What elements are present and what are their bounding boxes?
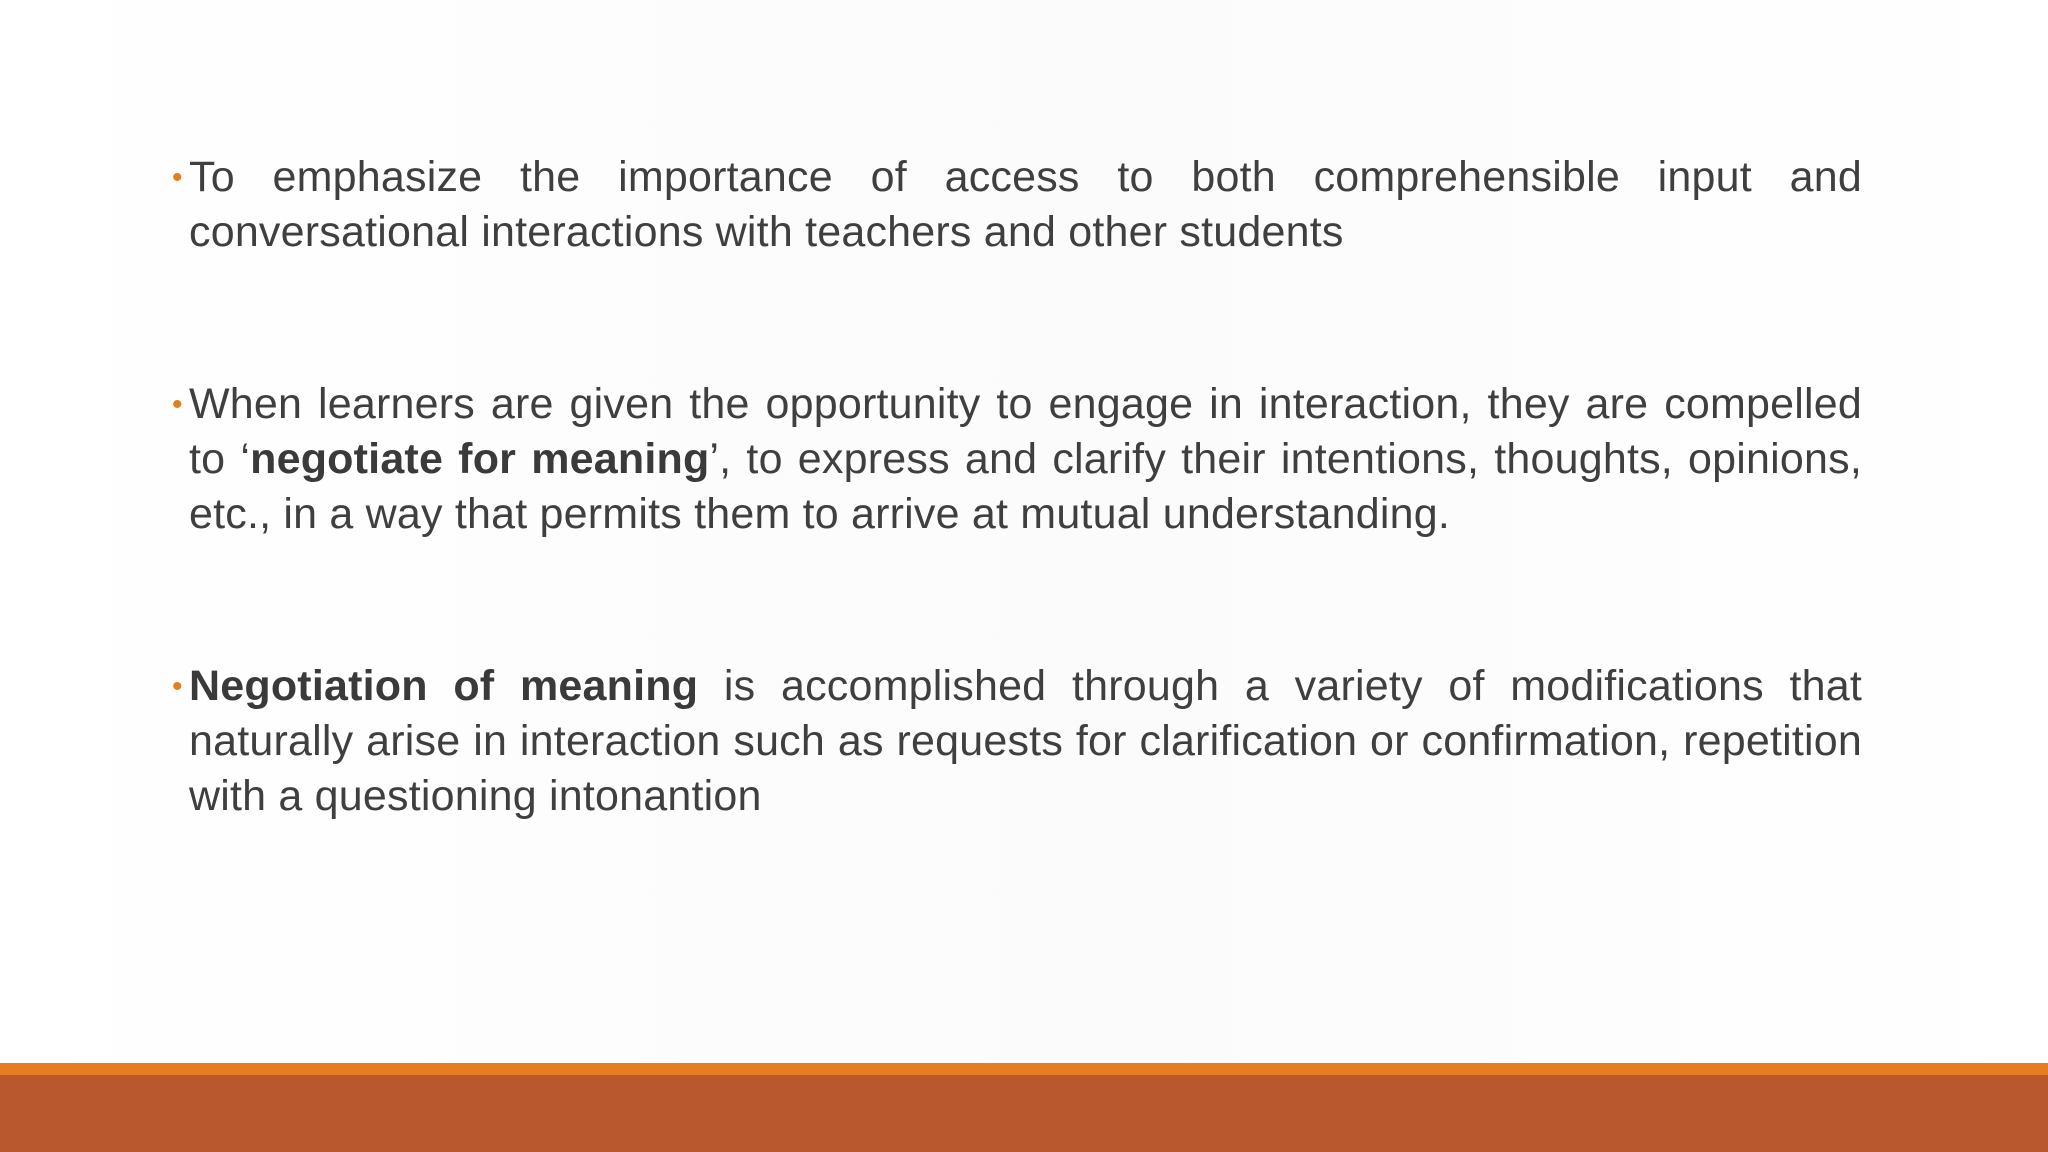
bullet-marker: • [172, 161, 183, 194]
bullet-marker: • [172, 670, 183, 703]
footer-bar [0, 1075, 2048, 1152]
footer-accent-stripe [0, 1063, 2048, 1075]
bullet-text: To emphasize the importance of access to both comprehensible input and conversational interactions with teachers and other students [189, 153, 1862, 256]
bullet-text-pre: When learners are given the opportunity to engage in interaction, they are compelled to ‘ [189, 380, 1862, 483]
bullet-marker: • [172, 388, 183, 421]
bullet-item-3 [172, 659, 1862, 824]
bullet-item-2 [172, 377, 1862, 542]
bullet-item-1 [172, 150, 1862, 260]
bullet-text-bold: Negotiation of meaning [189, 662, 699, 710]
bullet-text-post: ’, to express and clarify their intentions, thoughts, opinions, etc., in a way that permits them to arrive at mutual understanding. [189, 435, 1862, 538]
bullet-text-post: is accomplished through a variety of modifications that naturally arise in interaction such as requests for clarification or confirmation, repetition with a questioning intonantion [189, 662, 1862, 820]
bullet-list [172, 150, 1862, 824]
bullet-text-bold: negotiate for meaning [250, 435, 710, 483]
